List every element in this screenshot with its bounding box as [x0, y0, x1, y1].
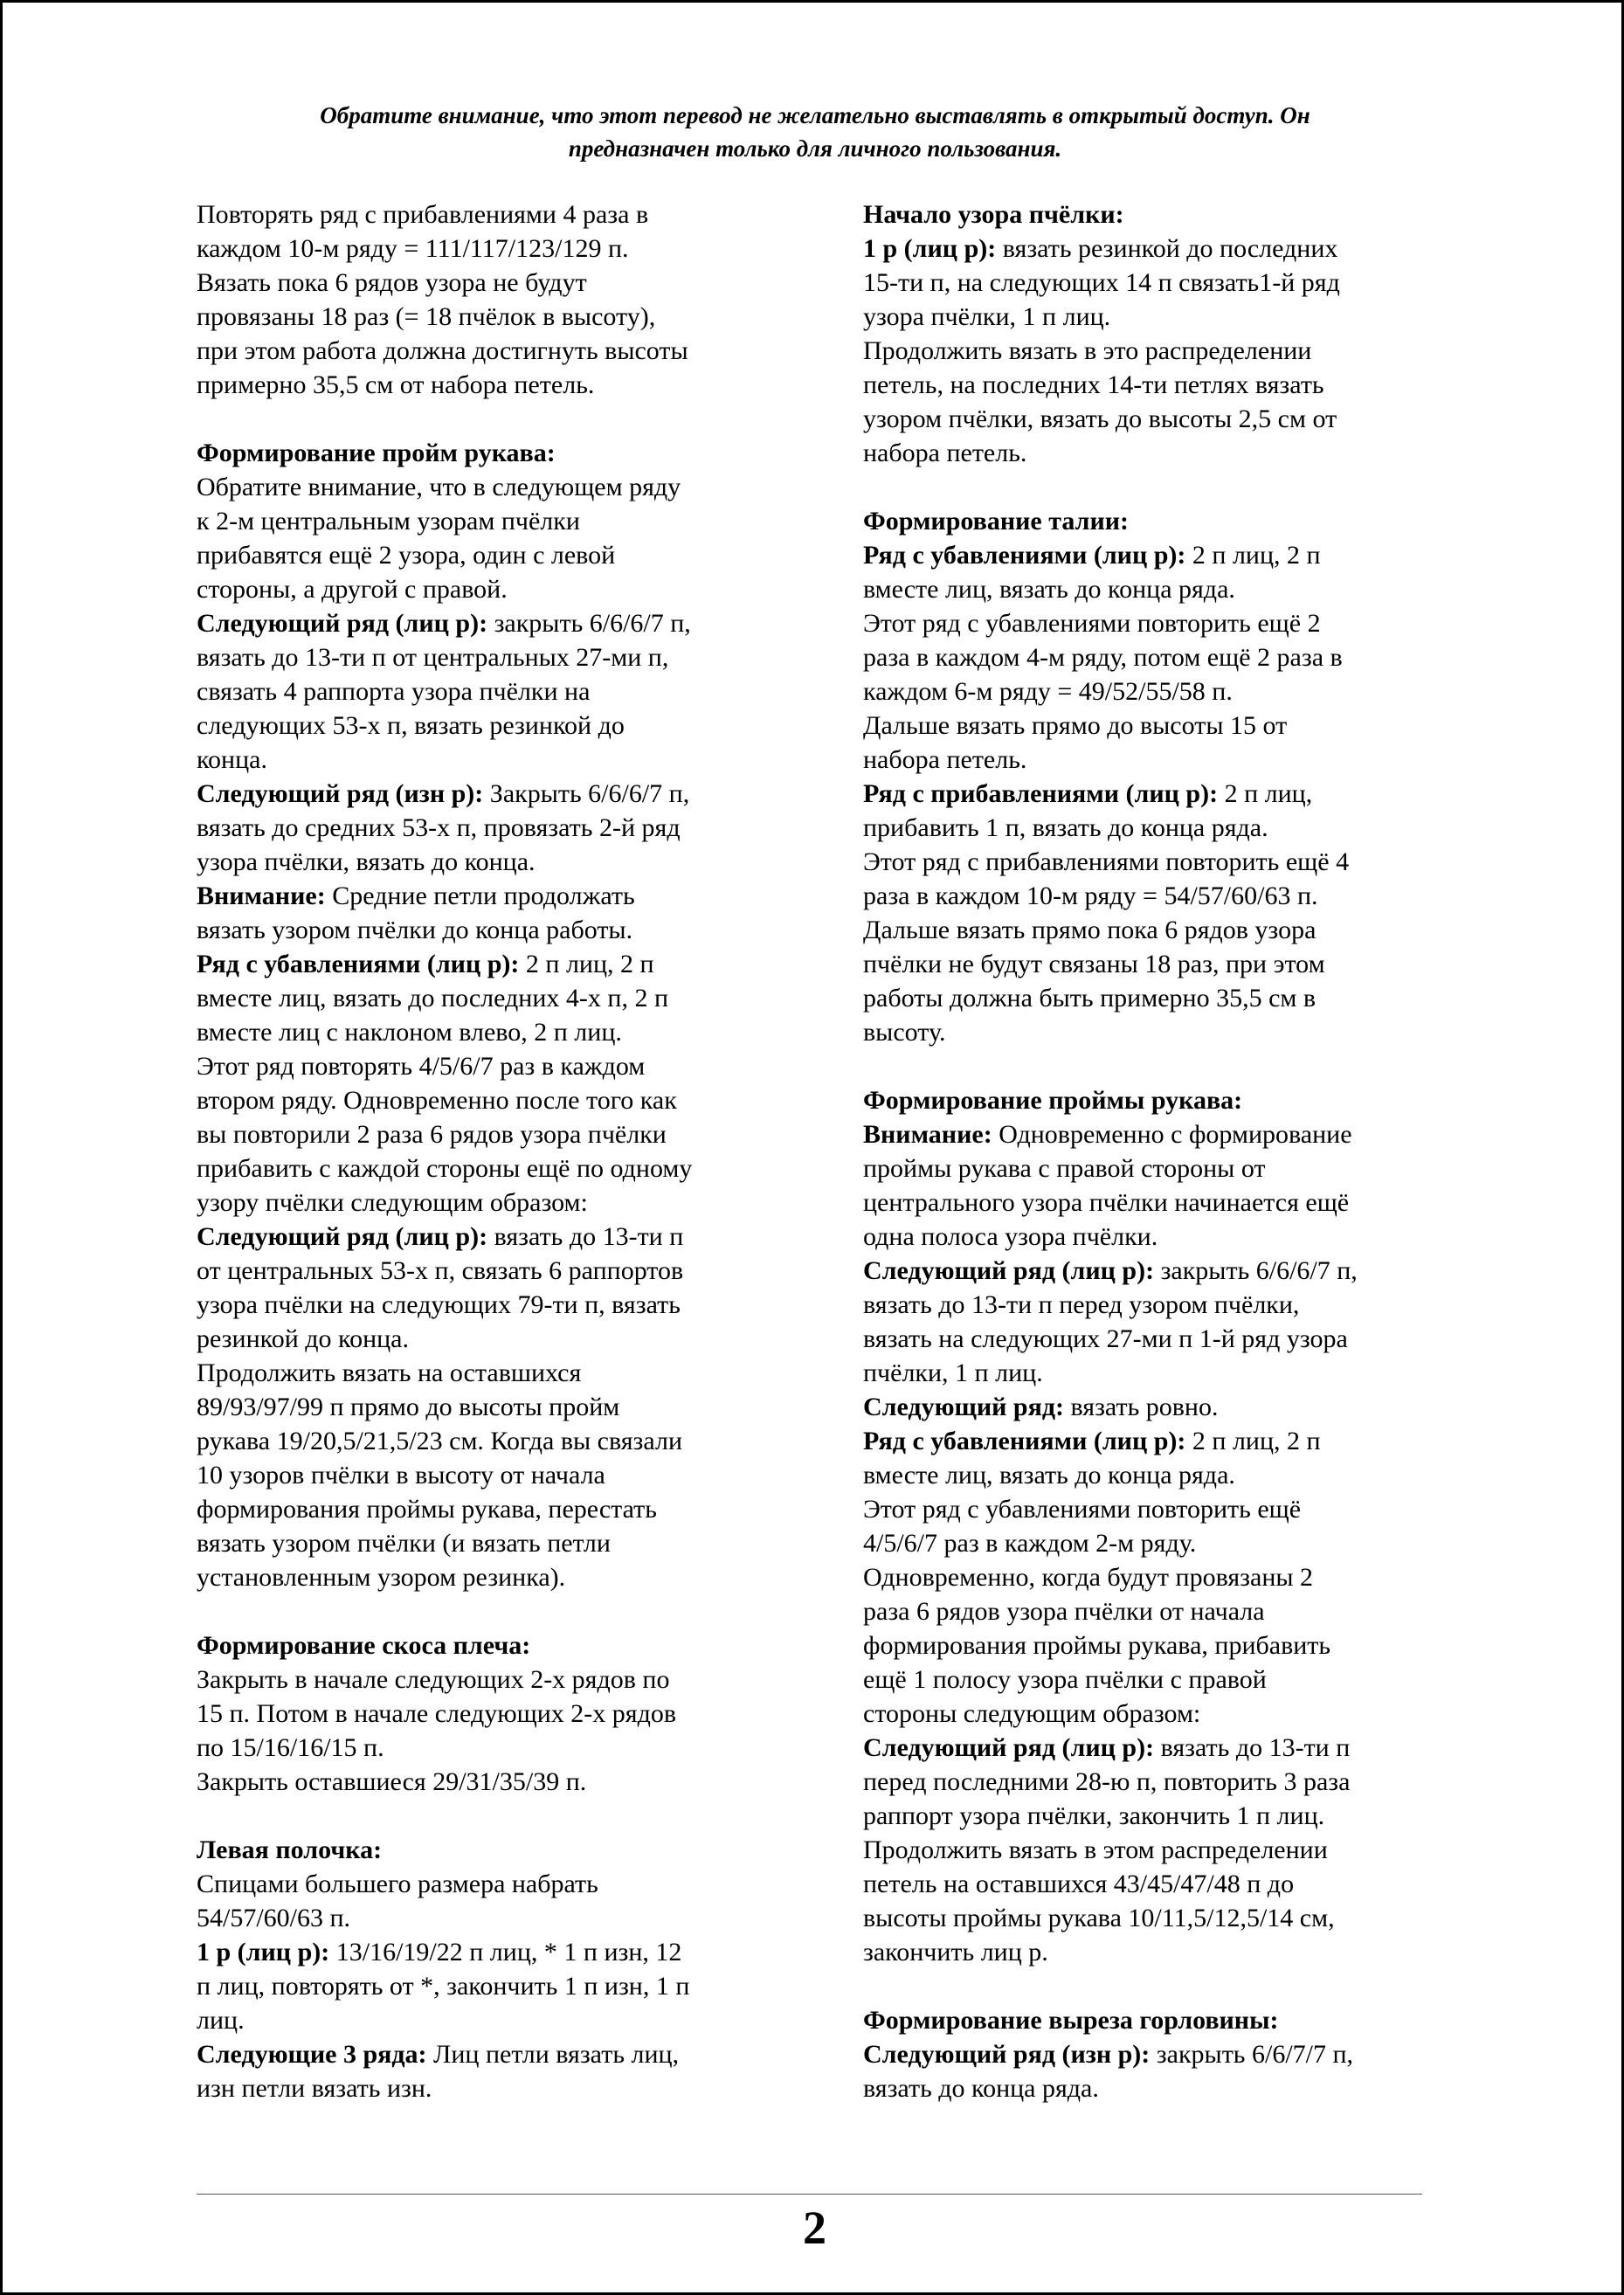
text-line [197, 1969, 777, 2003]
text-line [197, 1220, 777, 1254]
bold-label: Формирование скоса плеча: [197, 1631, 531, 1660]
text-line [197, 1628, 777, 1662]
text-line [197, 811, 777, 845]
text-line [863, 1015, 1448, 1049]
text-line [863, 777, 1448, 811]
line-text: по 15/16/16/15 п. [197, 1733, 384, 1762]
text-line [863, 1662, 1448, 1697]
text-line [863, 640, 1448, 674]
line-text: узора пчёлки на следующих 79-ти п, вязать [197, 1290, 681, 1319]
text-line [197, 674, 777, 709]
line-text: вязать до 13-ти п [487, 1222, 684, 1251]
line-text: изн петли вязать изн. [197, 2074, 432, 2103]
line-text: работы должна быть примерно 35,5 см в [863, 984, 1316, 1013]
line-text: Продолжить вязать в это распределении [863, 336, 1312, 365]
text-line [197, 1765, 777, 1799]
bold-label: Формирование пройм рукава: [197, 439, 556, 467]
text-line [863, 1458, 1448, 1492]
text-line [863, 1731, 1448, 1765]
line-text: петель, на последних 14-ти петлях вязать [863, 370, 1324, 399]
bold-label: Формирование выреза горловины: [863, 2006, 1279, 2035]
text-line [863, 2003, 1448, 2037]
text-line [197, 845, 777, 879]
line-text: ещё 1 полосу узора пчёлки с правой [863, 1665, 1267, 1694]
line-text: вязать узором пчёлки до конца работы. [197, 916, 633, 944]
line-text: узора пчёлки, 1 п лиц. [863, 302, 1111, 331]
text-line [197, 2071, 777, 2105]
text-line [863, 606, 1448, 640]
line-text: вязать до 13-ти п [1154, 1733, 1351, 1762]
text-line [863, 947, 1448, 981]
bold-label: Следующий ряд (лиц р): [197, 609, 488, 638]
text-line [197, 1560, 777, 1594]
line-text: проймы рукава с правой стороны от [863, 1154, 1266, 1183]
text-line [197, 1049, 777, 1083]
line-text: пчёлки, 1 п лиц. [863, 1358, 1043, 1387]
bold-label: Ряд с убавлениями (лиц р): [197, 950, 520, 978]
line-text: раза 6 рядов узора пчёлки от начала [863, 1597, 1265, 1626]
line-text: Закрыть оставшиеся 29/31/35/39 п. [197, 1767, 587, 1796]
text-line [863, 1117, 1448, 1151]
line-text: вязать до конца ряда. [863, 2074, 1099, 2103]
line-text: провязаны 18 раз (= 18 пчёлок в высоту), [197, 302, 656, 331]
notice-line-2: предназначен только для личного пользования. [568, 135, 1062, 162]
text-line [863, 1560, 1448, 1594]
text-line [197, 1492, 777, 1526]
bold-label: Внимание: [197, 881, 326, 910]
text-line [197, 1288, 777, 1322]
line-text: прибавить 1 п, вязать до конца ряда. [863, 813, 1268, 842]
line-text: лиц. [197, 2006, 245, 2035]
line-text: резинкой до конца. [197, 1324, 409, 1353]
line-text: узора пчёлки, вязать до конца. [197, 847, 536, 876]
bold-label: Следующий ряд (лиц р): [197, 1222, 488, 1251]
line-text: к 2-м центральным узорам пчёлки [197, 507, 580, 536]
text-line [197, 334, 777, 368]
text-line [197, 640, 777, 674]
text-line [197, 197, 777, 232]
text-line [197, 981, 777, 1015]
bold-label: Следующий ряд (изн р): [197, 779, 484, 808]
line-text: 15-ти п, на следующих 14 п связать1-й ряд [863, 268, 1340, 297]
text-line [863, 845, 1448, 879]
line-text: высоту. [863, 1018, 946, 1047]
text-line [197, 913, 777, 947]
text-line [197, 2003, 777, 2037]
line-text: 2 п лиц, 2 п [1185, 1427, 1321, 1455]
text-line [197, 1322, 777, 1356]
text-line [863, 436, 1448, 470]
bold-label: 1 р (лиц р): [197, 1938, 330, 1967]
line-text: формирования проймы рукава, прибавить [863, 1631, 1331, 1660]
line-text: Спицами большего размера набрать [197, 1870, 598, 1898]
text-line [197, 709, 777, 743]
text-line [197, 538, 777, 572]
footer-divider [197, 2194, 1422, 2195]
notice-line-1: Обратите внимание, что этот перевод не желательно выставлять в открытый доступ. Он [320, 102, 1310, 128]
line-text: пчёлки не будут связаны 18 раз, при этом [863, 950, 1325, 978]
text-line [863, 1867, 1448, 1901]
paragraph-gap [863, 1969, 1448, 2003]
bold-label: Начало узора пчёлки: [863, 200, 1124, 229]
bold-label: Следующий ряд (лиц р): [863, 1733, 1155, 1762]
line-text: Повторять ряд с прибавлениями 4 раза в [197, 200, 649, 229]
text-line [197, 1731, 777, 1765]
bold-label: Левая полочка: [197, 1835, 383, 1864]
line-text: закрыть 6/6/7/7 п, [1150, 2040, 1354, 2069]
text-line [863, 1594, 1448, 1628]
line-text: Закрыть 6/6/6/7 п, [483, 779, 690, 808]
line-text: 2 п лиц, [1218, 779, 1313, 808]
line-text: раза в каждом 4-м ряду, потом ещё 2 раза в [863, 643, 1343, 672]
line-text: Средние петли продолжать [325, 881, 635, 910]
paragraph-gap [863, 470, 1448, 504]
text-line [197, 1458, 777, 1492]
text-line [197, 1867, 777, 1901]
line-text: Этот ряд с убавлениями повторить ещё [863, 1495, 1302, 1524]
line-text: установленным узором резинка). [197, 1563, 566, 1592]
text-line [197, 1526, 777, 1560]
bold-label: Ряд с убавлениями (лиц р): [863, 1427, 1186, 1455]
line-text: каждом 6-м ряду = 49/52/55/58 п. [863, 677, 1233, 706]
bold-label: 1 р (лиц р): [863, 234, 997, 263]
paragraph-gap [863, 1049, 1448, 1083]
text-line [197, 470, 777, 504]
line-text: Этот ряд с убавлениями повторить ещё 2 [863, 609, 1321, 638]
text-line [863, 709, 1448, 743]
text-line [863, 1390, 1448, 1424]
line-text: вместе лиц, вязать до последних 4-х п, 2 п [197, 984, 669, 1013]
line-text: высоты проймы рукава 10/11,5/12,5/14 см, [863, 1904, 1335, 1932]
text-line [197, 1901, 777, 1935]
line-text: закрыть 6/6/6/7 п, [487, 609, 691, 638]
text-line [863, 1254, 1448, 1288]
text-line [197, 1083, 777, 1117]
line-text: вязать до 13-ти п перед узором пчёлки, [863, 1290, 1300, 1319]
text-line [863, 1901, 1448, 1935]
line-text: стороны следующим образом: [863, 1699, 1201, 1728]
text-line [197, 1662, 777, 1697]
line-text: Одновременно, когда будут провязаны 2 [863, 1563, 1314, 1592]
paragraph-gap [197, 1799, 777, 1833]
line-text: Лиц петли вязать лиц, [426, 2040, 680, 2069]
text-line [197, 1015, 777, 1049]
text-line [197, 1186, 777, 1220]
line-text: формирования проймы рукава, перестать [197, 1495, 657, 1524]
text-line [863, 300, 1448, 334]
text-line [197, 947, 777, 981]
line-text: 10 узоров пчёлки в высоту от начала [197, 1461, 605, 1490]
line-text: вместе лиц с наклоном влево, 2 п лиц. [197, 1018, 622, 1047]
bold-label: Ряд с убавлениями (лиц р): [863, 541, 1186, 570]
text-line [863, 879, 1448, 913]
text-line [197, 1935, 777, 1969]
text-line [863, 1833, 1448, 1867]
line-text: вязать до средних 53-х п, провязать 2-й ряд [197, 813, 681, 842]
text-line [863, 811, 1448, 845]
text-line [197, 1151, 777, 1186]
line-text: Вязать пока 6 рядов узора не будут [197, 268, 587, 297]
line-text: 2 п лиц, 2 п [519, 950, 654, 978]
text-line [197, 2037, 777, 2071]
text-line [197, 1254, 777, 1288]
line-text: вместе лиц, вязать до конца ряда. [863, 575, 1235, 604]
paragraph-gap [197, 1594, 777, 1628]
text-line [863, 504, 1448, 538]
text-line [863, 1799, 1448, 1833]
line-text: узором пчёлки, вязать до высоты 2,5 см от [863, 404, 1337, 433]
text-line [197, 572, 777, 606]
line-text: петель на оставшихся 43/45/47/48 п до [863, 1870, 1295, 1898]
bold-label: Следующий ряд (лиц р): [863, 1256, 1155, 1285]
line-text: перед последними 28-ю п, повторить 3 раза [863, 1767, 1351, 1796]
text-line [863, 1526, 1448, 1560]
text-line [863, 197, 1448, 232]
line-text: каждом 10-м ряду = 111/117/123/129 п. [197, 234, 629, 263]
line-text: конца. [197, 745, 267, 774]
text-line [863, 1083, 1448, 1117]
line-text: прибавить с каждой стороны ещё по одному [197, 1154, 693, 1183]
text-line [863, 538, 1448, 572]
line-text: Продолжить вязать на оставшихся [197, 1358, 582, 1387]
translation-notice [134, 99, 1496, 165]
line-text: вязать узором пчёлки (и вязать петли [197, 1529, 611, 1558]
text-line [197, 1390, 777, 1424]
text-line [197, 300, 777, 334]
text-line [863, 2037, 1448, 2071]
line-text: узору пчёлки следующим образом: [197, 1188, 588, 1217]
text-line [863, 1697, 1448, 1731]
bold-label: Следующий ряд: [863, 1393, 1064, 1421]
line-text: вместе лиц, вязать до конца ряда. [863, 1461, 1235, 1490]
text-line [197, 1424, 777, 1458]
text-line [863, 1765, 1448, 1799]
text-line [863, 674, 1448, 709]
text-line [863, 1220, 1448, 1254]
text-line [863, 1288, 1448, 1322]
text-line [863, 1628, 1448, 1662]
line-text: прибавятся ещё 2 узора, один с левой [197, 541, 616, 570]
line-text: набора петель. [863, 745, 1027, 774]
text-line [863, 743, 1448, 777]
text-line [863, 1492, 1448, 1526]
text-line [197, 1356, 777, 1390]
text-line [197, 1833, 777, 1867]
text-line [863, 232, 1448, 266]
text-line [197, 436, 777, 470]
bold-label: Формирование талии: [863, 507, 1129, 536]
page-number: 2 [803, 2202, 826, 2254]
text-line [863, 572, 1448, 606]
text-line [197, 1117, 777, 1151]
text-line [197, 743, 777, 777]
line-text: 4/5/6/7 раз в каждом 2-м ряду. [863, 1529, 1197, 1558]
line-text: вязать на следующих 27-ми п 1-й ряд узора [863, 1324, 1348, 1353]
text-line [863, 266, 1448, 300]
line-text: центрального узора пчёлки начинается ещё [863, 1188, 1350, 1217]
bold-label: Внимание: [863, 1120, 992, 1149]
line-text: закрыть 6/6/6/7 п, [1154, 1256, 1358, 1285]
line-text: вы повторили 2 раза 6 рядов узора пчёлки [197, 1120, 667, 1149]
text-line [863, 368, 1448, 402]
text-line [197, 777, 777, 811]
line-text: от центральных 53-х п, связать 6 раппортов [197, 1256, 684, 1285]
line-text: закончить лиц р. [863, 1938, 1048, 1967]
line-text: вязать ровно. [1064, 1393, 1219, 1421]
line-text: 13/16/19/22 п лиц, * 1 п изн, 12 [329, 1938, 682, 1967]
text-line [863, 334, 1448, 368]
text-line [197, 879, 777, 913]
line-text: 54/57/60/63 п. [197, 1904, 351, 1932]
line-text: 89/93/97/99 п прямо до высоты пройм [197, 1393, 620, 1421]
line-text: Одновременно с формирование [992, 1120, 1352, 1149]
line-text: Обратите внимание, что в следующем ряду [197, 473, 681, 501]
line-text: Этот ряд повторять 4/5/6/7 раз в каждом [197, 1052, 646, 1081]
line-text: рукава 19/20,5/21,5/23 см. Когда вы связали [197, 1427, 682, 1455]
text-line [863, 981, 1448, 1015]
text-line [863, 1186, 1448, 1220]
line-text: Дальше вязать прямо пока 6 рядов узора [863, 916, 1316, 944]
line-text: Закрыть в начале следующих 2-х рядов по [197, 1665, 670, 1694]
line-text: п лиц, повторять от *, закончить 1 п изн, 1 п [197, 1972, 690, 2001]
line-text: Продолжить вязать в этом распределении [863, 1835, 1328, 1864]
line-text: раза в каждом 10-м ряду = 54/57/60/63 п. [863, 881, 1318, 910]
line-text: стороны, а другой с правой. [197, 575, 508, 604]
line-text: вязать резинкой до последних [996, 234, 1338, 263]
right-text-column [863, 197, 1448, 2105]
line-text: втором ряду. Одновременно после того как [197, 1086, 677, 1115]
bold-label: Формирование проймы рукава: [863, 1086, 1243, 1115]
line-text: 2 п лиц, 2 п [1185, 541, 1321, 570]
left-text-column [197, 197, 777, 2105]
text-line [863, 2071, 1448, 2105]
text-line [863, 1935, 1448, 1969]
text-line [197, 1697, 777, 1731]
line-text: следующих 53-х п, вязать резинкой до [197, 711, 625, 740]
line-text: вязать до 13-ти п от центральных 27-ми п, [197, 643, 669, 672]
line-text: Дальше вязать прямо до высоты 15 от [863, 711, 1288, 740]
text-line [863, 1356, 1448, 1390]
text-line [863, 1424, 1448, 1458]
line-text: одна полоса узора пчёлки. [863, 1222, 1158, 1251]
bold-label: Следующие 3 ряда: [197, 2040, 427, 2069]
text-line [197, 232, 777, 266]
text-line [863, 1151, 1448, 1186]
line-text: набора петель. [863, 439, 1027, 467]
text-line [197, 504, 777, 538]
line-text: связать 4 раппорта узора пчёлки на [197, 677, 591, 706]
line-text: 15 п. Потом в начале следующих 2-х рядов [197, 1699, 676, 1728]
text-line [197, 266, 777, 300]
text-line [863, 1322, 1448, 1356]
text-line [863, 913, 1448, 947]
line-text: Этот ряд с прибавлениями повторить ещё 4 [863, 847, 1350, 876]
text-line [197, 368, 777, 402]
line-text: примерно 35,5 см от набора петель. [197, 370, 595, 399]
text-line [863, 402, 1448, 436]
bold-label: Ряд с прибавлениями (лиц р): [863, 779, 1219, 808]
bold-label: Следующий ряд (изн р): [863, 2040, 1151, 2069]
paragraph-gap [197, 402, 777, 436]
line-text: при этом работа должна достигнуть высоты [197, 336, 688, 365]
text-line [197, 606, 777, 640]
line-text: раппорт узора пчёлки, закончить 1 п лиц. [863, 1801, 1325, 1830]
